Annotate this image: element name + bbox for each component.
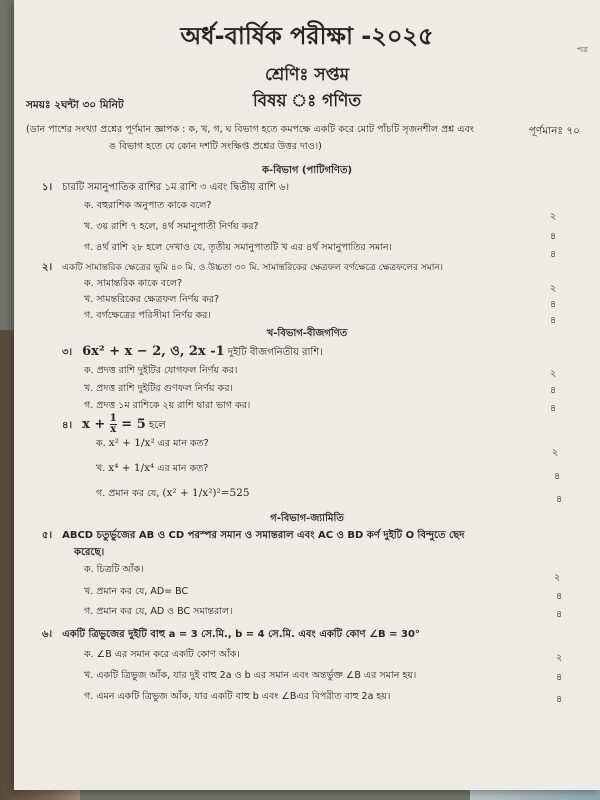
question-6 — [42, 627, 420, 644]
question-3b: খ. প্রদত্ত রাশি দুইটির গুণফল নির্ণয় কর। — [84, 383, 233, 394]
question-4b-marks: ৪ — [554, 471, 561, 482]
question-6a: ক. ∠B এর সমান করে একটি কোণ আঁক। — [84, 649, 240, 660]
question-4-rhs: = 5 — [116, 417, 146, 432]
question-1a-marks: ২ — [550, 211, 557, 222]
question-5b: খ. প্রমান কর যে, AD= BC — [84, 586, 189, 597]
question-5-number: ৫। — [42, 530, 53, 541]
question-5 — [42, 528, 464, 545]
class-label: শ্রেণিঃ সপ্তম — [264, 65, 350, 85]
question-5-text-line1: ABCD চতুর্ভুজের AB ও CD পরস্পর সমান ও সমান্তরাল এবং AC ও BD কর্ণ দুইটি O বিন্দুতে ছেদ — [62, 530, 465, 541]
question-3a-marks: ২ — [550, 368, 557, 379]
section-kha-heading: খ-বিভাগ-বীজগণিত — [266, 328, 348, 339]
question-4-number: ৪। — [62, 420, 73, 431]
question-6b: খ. একটি ত্রিভুজ আঁক, যার দুই বাহু 2a ও b এর সমান এবং অন্তর্ভুক্ত ∠B এর সমান হয়। — [84, 670, 417, 681]
question-4b-text: এর মান কত? — [157, 463, 209, 474]
question-4a — [96, 437, 209, 452]
question-4c-marks: ৪ — [556, 494, 563, 505]
question-1b-marks: ৪ — [550, 231, 557, 242]
question-4c — [96, 487, 250, 502]
section-ka-heading: ক-বিভাগ (পাটিগণিত) — [261, 165, 353, 176]
question-3b-marks: ৪ — [550, 385, 557, 396]
question-2b-marks: ৪ — [550, 299, 557, 310]
question-4-text: হলে — [148, 420, 166, 431]
question-4-equation — [82, 413, 146, 435]
question-6c: গ. এমন একটি ত্রিভুজ আঁক, যার একটি বাহু b এবং ∠Bএর বিপরীত বাহু 2a হয়। — [84, 691, 391, 702]
question-2b: খ. সামন্তরিকের ক্ষেত্রফল নির্ণয় কর? — [84, 294, 220, 305]
question-2a-marks: ২ — [550, 283, 557, 294]
question-4-frac-den: x — [110, 424, 117, 435]
question-5c-marks: ৪ — [556, 609, 563, 620]
corner-mark: পত্র — [576, 45, 588, 54]
instruction-line-2: ঙ বিভাগ হতে যে কোন দশটি সংক্ষিপ্ত প্রশ্নের উত্তর দাও।) — [109, 141, 322, 152]
full-marks-label: পূর্ণমানঃ ৭০ — [528, 125, 580, 137]
question-6-number: ৬। — [42, 629, 53, 640]
question-5-text-line2: করেছে। — [74, 547, 105, 558]
question-4b-prefix: খ. — [96, 463, 106, 474]
question-4-frac-num: 1 — [109, 413, 117, 424]
subject-label: বিষয় ঃ গণিত — [252, 91, 362, 111]
question-3c: গ. প্রদত্ত ১ম রাশিকে ২য় রাশি দ্বারা ভাগ কর। — [84, 400, 251, 411]
question-4c-expression: (x² + 1/x²)²=525 — [162, 487, 250, 499]
question-3c-marks: ৪ — [550, 403, 557, 414]
question-4a-expression: x² + 1/x² — [108, 437, 155, 449]
question-6-text: একটি ত্রিভুজের দুইটি বাহু a = 3 সে.মি., b = 4 সে.মি. এবং একটি কোণ ∠B = 30° — [62, 629, 420, 640]
question-6c-marks: ৪ — [556, 694, 563, 705]
question-3 — [62, 342, 323, 363]
question-3-expression: 6x² + x − 2, ও, 2x -1 — [82, 344, 225, 359]
question-1c: গ. ৪র্থ রাশি ২৮ হলে দেখাও যে, তৃতীয় সমানুপাতটি খ এর ৪র্থ সমানুপাতির সমান। — [84, 242, 392, 253]
question-1-text: চারটি সমানুপাতিক রাশির ১ম রাশি ৩ এবং দ্বিতীয় রাশি ৬। — [62, 182, 290, 193]
question-4a-prefix: ক. — [96, 438, 106, 449]
question-4 — [62, 414, 166, 435]
question-6b-marks: ৪ — [556, 672, 563, 683]
question-5a-marks: ২ — [554, 572, 561, 583]
question-2c-marks: ৪ — [550, 315, 557, 326]
question-2c: গ. বর্গক্ষেত্রের পরিসীমা নির্ণয় কর। — [84, 310, 211, 321]
time-label: সময়ঃ ২ঘন্টা ৩০ মিনিট — [26, 99, 124, 111]
question-1-number: ১। — [42, 182, 53, 193]
question-6a-marks: ২ — [556, 652, 563, 663]
question-4b-expression: x⁴ + 1/x⁴ — [108, 462, 155, 474]
question-4a-marks: ২ — [552, 447, 559, 458]
question-2-text: একটি সামান্তরিক ক্ষেত্রের ভূমি ৪০ মি. ও উচ্চতা ৩০ মি. সামান্তরিকের ক্ষেত্রফল বর্গক্ষেত্রে ক্ষেত্রফলের সমান। — [62, 263, 444, 273]
question-2 — [42, 260, 443, 277]
question-4a-text: এর মান কত? — [157, 438, 209, 449]
instruction-line-1: (ডান পাশের সংখ্যা প্রশ্নের পূর্ণমান জ্ঞাপক : ক, খ, গ, ঘ বিভাগ হতে কমপক্ষে একটি করে মোট পাঁচটি সৃজনশীল প্রশ্ন এবং — [26, 124, 474, 135]
section-ga-heading: গ-বিভাগ-জ্যামিতি — [270, 513, 344, 524]
question-4b — [96, 462, 208, 477]
question-4-lhs: x + — [82, 417, 110, 432]
question-1a: ক. বহুরাশিক অনুপাত কাকে বলে? — [84, 200, 212, 211]
question-3-text: দুইটি বীজগনিতীয় রাশি। — [227, 347, 323, 358]
question-3a: ক. প্রদত্ত রাশি দুইটির যোগফল নির্ণয় কর। — [84, 365, 238, 376]
question-2-number: ২। — [42, 262, 53, 273]
question-5b-marks: ৪ — [556, 591, 563, 602]
exam-title: অর্ধ-বার্ষিক পরীক্ষা -২০২৫ — [180, 22, 434, 50]
question-4-fraction — [110, 414, 117, 435]
question-1c-marks: ৪ — [550, 249, 557, 260]
exam-paper — [14, 0, 600, 790]
question-4c-text: গ. প্রমান কর যে, — [96, 488, 160, 499]
question-5c: গ. প্রমান কর যে, AD ও BC সমান্তরাল। — [84, 606, 233, 617]
question-3-number: ৩। — [62, 347, 73, 358]
question-1b: খ. ৩য় রাশি ৭ হলে, ৪র্থ সমানুপাতী নির্ণয় কর? — [84, 221, 259, 232]
question-1 — [42, 180, 289, 197]
question-2a: ক. সামান্তরিক কাকে বলে? — [84, 278, 183, 289]
question-5a: ক. চিত্রটি আঁক। — [84, 564, 144, 575]
